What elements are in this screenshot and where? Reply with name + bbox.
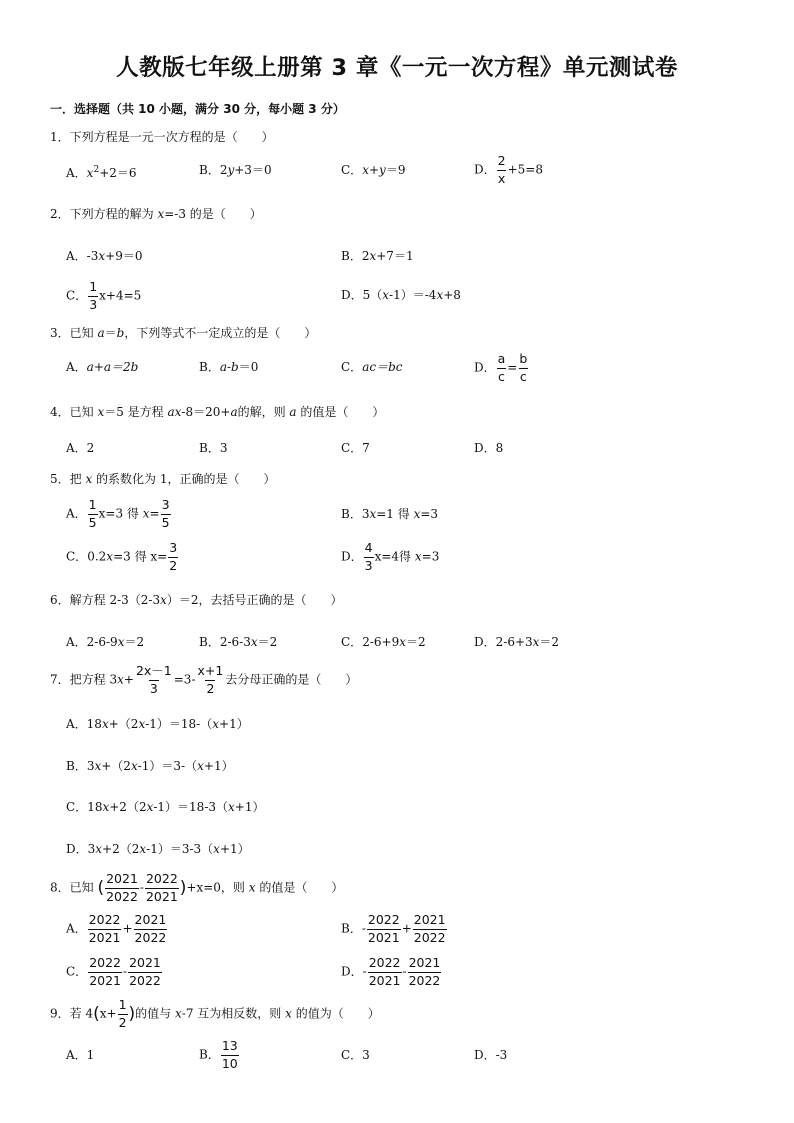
q8-option-b[interactable]: B．- $\frac{2022}{2021}$ + $\frac{2021}{2022}$ xyxy=(341,912,446,945)
fraction: $\frac{2022}{2021}$ xyxy=(89,955,121,988)
q5-option-a[interactable]: A． $\frac{1}{5}$ x=3 得 x= $\frac{3}{5}$ xyxy=(66,497,170,530)
q5-option-c[interactable]: C．0.2x=3 得 x= $\frac{3}{2}$ xyxy=(66,540,178,573)
q6-option-c[interactable]: C．2-6+9x＝2 xyxy=(341,635,426,649)
fraction: $\frac{2021}{2022}$ xyxy=(106,871,138,904)
q7-option-c[interactable]: C．18x+2（2x-1）＝18-3（x+1） xyxy=(66,800,265,814)
q6-option-b[interactable]: B．2-6-3x＝2 xyxy=(199,635,278,649)
question-6-stem: 6．解方程 2-3（2-3x）＝2，去括号正确的是（ ） xyxy=(50,593,343,607)
fraction: $\frac{2022}{2021}$ xyxy=(145,871,178,904)
question-9-stem: 9．若 4(x+ $\frac{1}{2}$ )的值与 x-7 互为相反数，则 x 的值为（ ） xyxy=(50,997,380,1030)
q8-option-a[interactable]: A． $\frac{2022}{2021}$ + $\frac{2021}{2022}$ xyxy=(66,912,167,945)
question-1-stem: 1．下列方程是一元一次方程的是（ ） xyxy=(50,130,274,144)
fraction: $\frac{2}{x}$ xyxy=(497,153,506,186)
fraction: $\frac{2021}{2022}$ xyxy=(413,912,446,945)
fraction: $\frac{3}{2}$ xyxy=(169,540,178,573)
q9-option-b[interactable]: B． $\frac{13}{10}$ xyxy=(199,1038,238,1071)
fraction: $\frac{1}{5}$ xyxy=(88,497,97,530)
fraction: $\frac{2021}{2022}$ xyxy=(134,912,167,945)
fraction: $\frac{2021}{2022}$ xyxy=(129,955,161,988)
question-5-stem: 5．把 x 的系数化为 1，正确的是（ ） xyxy=(50,472,276,486)
q4-option-a[interactable]: A．2 xyxy=(66,441,95,455)
question-4-stem: 4．已知 x＝5 是方程 ax-8＝20+a的解，则 a 的值是（ ） xyxy=(50,405,385,419)
q9-option-c[interactable]: C．3 xyxy=(341,1048,370,1062)
q4-option-d[interactable]: D．8 xyxy=(474,441,504,455)
q2-option-a[interactable]: A．-3x+9＝0 xyxy=(66,249,143,263)
q4-option-c[interactable]: C．7 xyxy=(341,441,370,455)
section-heading: 一．选择题（共 10 小题，满分 30 分，每小题 3 分） xyxy=(50,102,345,116)
q8-option-c[interactable]: C． $\frac{2022}{2021}$ - $\frac{2021}{2022}$ xyxy=(66,955,161,988)
fraction: $\frac{4}{3}$ xyxy=(364,540,373,573)
q7-option-a[interactable]: A．18x+（2x-1）＝18-（x+1） xyxy=(66,717,249,731)
fraction: $\frac{a}{c}$ xyxy=(497,351,506,384)
fraction: $\frac{b}{c}$ xyxy=(519,351,528,384)
question-2-stem: 2．下列方程的解为 x=-3 的是（ ） xyxy=(50,207,262,221)
fraction: $\frac{1}{3}$ xyxy=(89,279,98,312)
fraction: $\frac{2022}{2021}$ xyxy=(88,912,121,945)
q7-option-b[interactable]: B．3x+（2x-1）＝3-（x+1） xyxy=(66,759,234,773)
question-7-stem: 7．把方程 3x+ $\frac{2x-1}{3}$ =3- $\frac{x+1}{2}$ 去分母正确的是（ ） xyxy=(50,663,358,696)
q4-option-b[interactable]: B．3 xyxy=(199,441,228,455)
q3-option-a[interactable]: A．a+a＝2b xyxy=(66,360,139,374)
q2-option-d[interactable]: D．5（x-1）＝-4x+8 xyxy=(341,288,461,302)
q6-option-d[interactable]: D．2-6+3x＝2 xyxy=(474,635,560,649)
q5-option-d[interactable]: D． $\frac{4}{3}$ x=4得 x=3 xyxy=(341,540,440,573)
q1-option-a[interactable]: A．$x^2+2=6$ xyxy=(66,165,137,180)
q2-option-c[interactable]: C． $\frac{1}{3}$ x+4=5 xyxy=(66,279,142,312)
q3-option-d[interactable]: D． $\frac{a}{c}$ = $\frac{b}{c}$ xyxy=(474,351,528,384)
q7-option-d[interactable]: D．3x+2（2x-1）＝3-3（x+1） xyxy=(66,842,250,856)
fraction: $\frac{2022}{2021}$ xyxy=(367,912,400,945)
q3-option-c[interactable]: C．ac＝bc xyxy=(341,360,403,374)
fraction: $\frac{2021}{2022}$ xyxy=(408,955,441,988)
fraction: $\frac{2x-1}{3}$ xyxy=(135,663,172,696)
q9-option-d[interactable]: D．-3 xyxy=(474,1048,508,1062)
q1-option-b[interactable]: B．2y+3＝0 xyxy=(199,163,272,177)
fraction: $\frac{2022}{2021}$ xyxy=(368,955,401,988)
fraction: $\frac{3}{5}$ xyxy=(161,497,170,530)
q1-option-c[interactable]: C．x+y＝9 xyxy=(341,163,406,177)
q2-option-b[interactable]: B．2x+7＝1 xyxy=(341,249,414,263)
question-8-stem: 8．已知 ( $\frac{2021}{2022}$ - $\frac{2022}{2021}$ )+x=0，则 x 的值是（ ） xyxy=(50,871,344,904)
q3-option-b[interactable]: B．a-b＝0 xyxy=(199,360,259,374)
q5-option-b[interactable]: B．3x=1 得 x=3 xyxy=(341,507,439,521)
question-3-stem: 3．已知 a＝b，下列等式不一定成立的是（ ） xyxy=(50,326,317,340)
page-title: 人教版七年级上册第 3 章《一元一次方程》单元测试卷 xyxy=(116,55,678,81)
q8-option-d[interactable]: D．- $\frac{2022}{2021}$ - $\frac{2021}{2022}$ xyxy=(341,955,441,988)
fraction: $\frac{1}{2}$ xyxy=(118,997,127,1030)
fraction: $\frac{13}{10}$ xyxy=(221,1038,238,1071)
q9-option-a[interactable]: A．1 xyxy=(66,1048,95,1062)
q6-option-a[interactable]: A．2-6-9x＝2 xyxy=(66,635,145,649)
q1-option-d[interactable]: D． $\frac{2}{x}$ +5=8 xyxy=(474,153,543,186)
fraction: $\frac{x+1}{2}$ xyxy=(197,663,224,696)
